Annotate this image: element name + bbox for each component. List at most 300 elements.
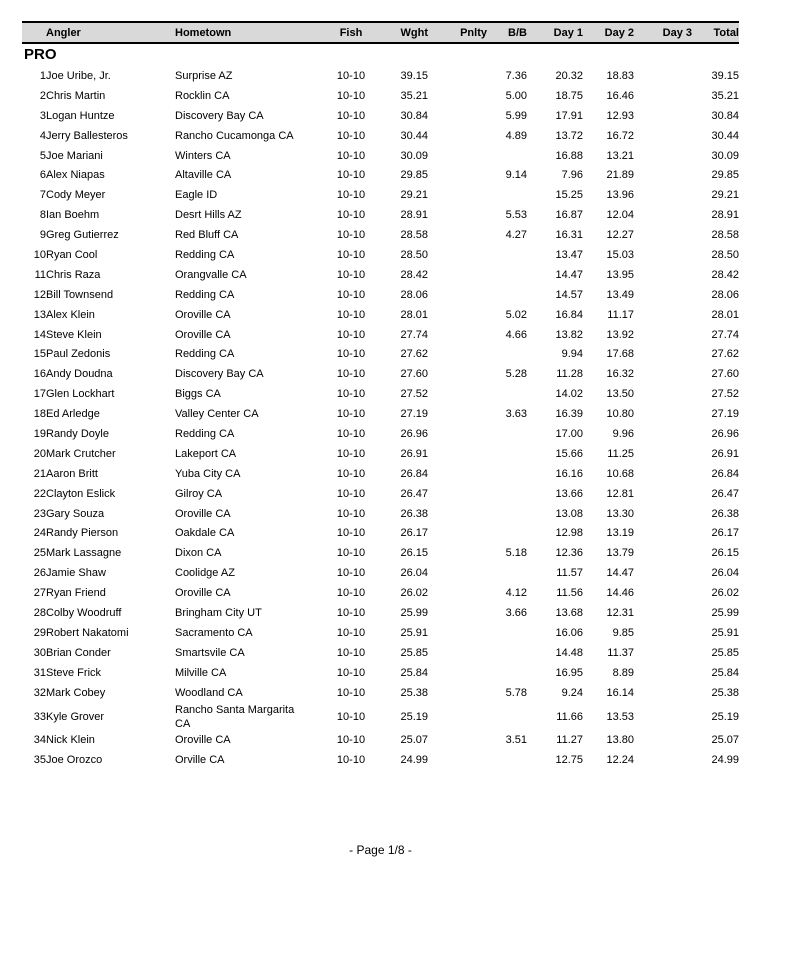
bb-cell: [487, 424, 527, 444]
angler-cell: Aaron Britt: [46, 467, 98, 480]
table-row: [22, 344, 739, 364]
rank-cell: 13: [33, 308, 46, 321]
day2-cell: 10.80: [606, 408, 634, 421]
wght-cell: 28.50: [400, 248, 428, 261]
total-cell: 30.84: [711, 109, 739, 122]
table-row: [22, 663, 739, 683]
fish-cell: 10-10: [336, 348, 366, 361]
hometown-text: Yuba City CA: [175, 467, 241, 480]
wght-cell: 25.85: [400, 646, 428, 659]
hometown-text: Altaville CA: [175, 169, 232, 182]
day2-cell: 13.53: [606, 710, 634, 723]
angler-cell: Ian Boehm: [46, 209, 100, 222]
wght-cell: 25.38: [400, 686, 428, 699]
angler-cell: Greg Gutierrez: [46, 229, 119, 242]
fish-cell: 10-10: [336, 308, 366, 321]
wght-cell: 26.04: [400, 567, 428, 580]
day3-cell: [634, 703, 692, 731]
total-cell: 30.09: [711, 149, 739, 162]
rank-cell: 8: [39, 209, 46, 222]
wght-cell: 27.74: [400, 328, 428, 341]
angler-cell: Andy Doudna: [46, 368, 113, 381]
rank-cell: 31: [33, 666, 46, 679]
day2-cell: 12.81: [606, 487, 634, 500]
rank-cell: 35: [33, 754, 46, 767]
hometown-text: Oroville CA: [175, 308, 231, 321]
total-cell: 25.99: [711, 606, 739, 619]
total-cell: 26.02: [711, 587, 739, 600]
day2-cell: 16.46: [606, 89, 634, 102]
table-row: [22, 683, 739, 703]
total-cell: 29.85: [711, 169, 739, 182]
bb-cell: 5.18: [505, 547, 527, 560]
bb-cell: [487, 444, 527, 464]
wght-cell: 28.42: [400, 268, 428, 281]
total-cell: 28.58: [711, 229, 739, 242]
day2-cell: 16.14: [606, 686, 634, 699]
hometown-text: Oakdale CA: [175, 527, 235, 540]
table-row: [22, 325, 739, 345]
wght-cell: 26.17: [400, 527, 428, 540]
angler-cell: Randy Pierson: [46, 527, 119, 540]
hometown-text: Discovery Bay CA: [175, 109, 264, 122]
rank-cell: 16: [33, 368, 46, 381]
column-header-pnlty: Pnlty: [428, 22, 487, 43]
bb-cell: [487, 750, 527, 770]
pnlty-cell: [428, 523, 487, 543]
column-header-day1: Day 1: [527, 22, 583, 43]
day3-cell: [634, 86, 692, 106]
fish-cell: 10-10: [336, 487, 366, 500]
wght-cell: 26.91: [400, 447, 428, 460]
bb-cell: 3.66: [505, 606, 527, 619]
rank-cell: 19: [33, 427, 46, 440]
hometown-text: Redding CA: [175, 288, 235, 301]
hometown-cell: [175, 703, 330, 731]
day1-cell: 12.36: [555, 547, 583, 560]
day1-cell: 7.96: [561, 169, 583, 182]
hometown-text: Smartsvile CA: [175, 646, 245, 659]
pnlty-cell: [428, 583, 487, 603]
angler-cell: Ed Arledge: [46, 408, 100, 421]
wght-cell: 26.47: [400, 487, 428, 500]
day3-cell: [634, 225, 692, 245]
total-cell: 26.17: [711, 527, 739, 540]
bb-cell: [487, 245, 527, 265]
pnlty-cell: [428, 146, 487, 166]
day3-cell: [634, 603, 692, 623]
hometown-cell: [175, 424, 330, 444]
table-row: [22, 66, 739, 86]
hometown-text: Orville CA: [175, 754, 225, 767]
hometown-cell: [175, 663, 330, 683]
angler-cell: Kyle Grover: [46, 710, 105, 723]
hometown-cell: [175, 146, 330, 166]
angler-cell: Mark Lassagne: [46, 547, 122, 560]
hometown-text: Oroville CA: [175, 328, 231, 341]
day3-cell: [634, 731, 692, 751]
day2-cell: 15.03: [606, 248, 634, 261]
hometown-cell: [175, 106, 330, 126]
pnlty-cell: [428, 444, 487, 464]
hometown-cell: [175, 245, 330, 265]
wght-cell: 39.15: [400, 69, 428, 82]
day3-cell: [634, 523, 692, 543]
pnlty-cell: [428, 285, 487, 305]
bb-cell: 4.66: [505, 328, 527, 341]
bb-cell: 4.27: [505, 229, 527, 242]
day3-cell: [634, 106, 692, 126]
table-row: [22, 126, 739, 146]
pnlty-cell: [428, 424, 487, 444]
hometown-cell: [175, 543, 330, 563]
rank-cell: 6: [39, 169, 46, 182]
angler-cell: Joe Orozco: [46, 754, 103, 767]
hometown-cell: [175, 185, 330, 205]
angler-cell: Randy Doyle: [46, 427, 109, 440]
day2-cell: 13.50: [606, 388, 634, 401]
day2-cell: 11.37: [607, 646, 634, 659]
day1-cell: 16.84: [555, 308, 583, 321]
wght-cell: 25.19: [400, 710, 428, 723]
fish-cell: 10-10: [336, 89, 366, 102]
bb-cell: 3.63: [505, 408, 527, 421]
day1-cell: 11.57: [556, 567, 583, 580]
column-header-rank: [22, 22, 46, 43]
day2-cell: 10.68: [606, 467, 634, 480]
day3-cell: [634, 265, 692, 285]
results-content: [22, 21, 740, 770]
wght-cell: 25.84: [400, 666, 428, 679]
column-header-wght: Wght: [372, 22, 428, 43]
pnlty-cell: [428, 683, 487, 703]
fish-cell: 10-10: [336, 447, 366, 460]
day2-cell: 13.30: [606, 507, 634, 520]
hometown-cell: [175, 344, 330, 364]
wght-cell: 26.38: [400, 507, 428, 520]
rank-cell: 29: [33, 626, 46, 639]
day1-cell: 16.88: [555, 149, 583, 162]
day2-cell: 12.24: [606, 754, 634, 767]
table-row: [22, 643, 739, 663]
table-row: [22, 245, 739, 265]
angler-cell: Ryan Cool: [46, 248, 98, 261]
bb-cell: [487, 623, 527, 643]
pnlty-cell: [428, 165, 487, 185]
table-row: [22, 165, 739, 185]
hometown-cell: [175, 504, 330, 524]
pnlty-cell: [428, 344, 487, 364]
day1-cell: 12.75: [555, 754, 583, 767]
wght-cell: 29.21: [400, 189, 428, 202]
hometown-text: Coolidge AZ: [175, 567, 235, 580]
day3-cell: [634, 384, 692, 404]
table-row: [22, 305, 739, 325]
hometown-text: Rancho Cucamonga CA: [175, 129, 294, 142]
day2-cell: 9.85: [612, 626, 634, 639]
table-row: [22, 384, 739, 404]
angler-cell: Ryan Friend: [46, 587, 106, 600]
wght-cell: 27.19: [400, 408, 428, 421]
table-row: [22, 504, 739, 524]
day2-cell: 17.68: [606, 348, 634, 361]
day3-cell: [634, 623, 692, 643]
day1-cell: 13.68: [555, 606, 583, 619]
table-row: [22, 106, 739, 126]
fish-cell: 10-10: [336, 248, 366, 261]
hometown-text: Oroville CA: [175, 507, 231, 520]
bb-cell: 3.51: [505, 734, 527, 747]
hometown-text: Redding CA: [175, 428, 235, 441]
day2-cell: 13.21: [606, 149, 634, 162]
day1-cell: 11.66: [556, 710, 583, 723]
pnlty-cell: [428, 731, 487, 751]
day1-cell: 16.39: [555, 408, 583, 421]
angler-cell: Robert Nakatomi: [46, 626, 129, 639]
fish-cell: 10-10: [336, 567, 366, 580]
day3-cell: [634, 663, 692, 683]
angler-cell: Bill Townsend: [46, 288, 114, 301]
day2-cell: 16.72: [606, 129, 634, 142]
pnlty-cell: [428, 623, 487, 643]
hometown-text: Eagle ID: [175, 189, 218, 202]
total-cell: 26.15: [711, 547, 739, 560]
bb-cell: [487, 344, 527, 364]
fish-cell: 10-10: [336, 666, 366, 679]
fish-cell: 10-10: [336, 507, 366, 520]
day2-cell: 11.25: [607, 447, 634, 460]
wght-cell: 29.85: [400, 169, 428, 182]
fish-cell: 10-10: [336, 268, 366, 281]
hometown-text: Gilroy CA: [175, 487, 223, 500]
hometown-cell: [175, 285, 330, 305]
wght-cell: 35.21: [400, 89, 428, 102]
angler-cell: Cody Meyer: [46, 189, 106, 202]
bb-cell: 5.28: [505, 368, 527, 381]
wght-cell: 30.84: [400, 109, 428, 122]
day3-cell: [634, 683, 692, 703]
rank-cell: 18: [33, 408, 46, 421]
bb-cell: [487, 384, 527, 404]
day2-cell: 13.19: [606, 527, 634, 540]
rank-cell: 14: [33, 328, 46, 341]
table-row: [22, 750, 739, 770]
day2-cell: 12.27: [606, 229, 634, 242]
day3-cell: [634, 404, 692, 424]
hometown-text: Redding CA: [175, 348, 235, 361]
fish-cell: 10-10: [336, 408, 366, 421]
angler-cell: Joe Uribe, Jr.: [46, 69, 111, 82]
bb-cell: 4.12: [505, 587, 527, 600]
wght-cell: 26.96: [400, 427, 428, 440]
angler-cell: Paul Zedonis: [46, 348, 111, 361]
total-cell: 27.62: [711, 348, 739, 361]
rank-cell: 30: [33, 646, 46, 659]
day2-cell: 12.31: [606, 606, 634, 619]
pnlty-cell: [428, 265, 487, 285]
total-cell: 26.96: [711, 427, 739, 440]
hometown-cell: [175, 205, 330, 225]
column-header-hometown: Hometown: [175, 22, 330, 43]
fish-cell: 10-10: [336, 710, 366, 723]
rank-cell: 1: [39, 69, 46, 82]
day1-cell: 15.25: [555, 189, 583, 202]
total-cell: 25.38: [711, 686, 739, 699]
wght-cell: 28.58: [400, 229, 428, 242]
angler-cell: Mark Crutcher: [46, 447, 116, 460]
wght-cell: 27.62: [400, 348, 428, 361]
total-cell: 28.06: [711, 288, 739, 301]
hometown-text: Biggs CA: [175, 388, 221, 401]
hometown-cell: [175, 305, 330, 325]
pnlty-cell: [428, 643, 487, 663]
fish-cell: 10-10: [336, 587, 366, 600]
total-cell: 27.19: [711, 408, 739, 421]
day3-cell: [634, 285, 692, 305]
total-cell: 26.84: [711, 467, 739, 480]
table-row: [22, 285, 739, 305]
total-cell: 26.38: [711, 507, 739, 520]
day1-cell: 13.66: [555, 487, 583, 500]
day3-cell: [634, 750, 692, 770]
day3-cell: [634, 583, 692, 603]
day1-cell: 14.57: [555, 288, 583, 301]
hometown-cell: [175, 484, 330, 504]
angler-cell: Jamie Shaw: [46, 567, 106, 580]
pnlty-cell: [428, 364, 487, 384]
pnlty-cell: [428, 663, 487, 683]
fish-cell: 10-10: [336, 129, 366, 142]
hometown-text: Winters CA: [175, 149, 231, 162]
hometown-cell: [175, 464, 330, 484]
table-row: [22, 424, 739, 444]
angler-cell: Mark Cobey: [46, 686, 106, 699]
hometown-text: Bringham City UT: [175, 607, 262, 620]
hometown-text: Discovery Bay CA: [175, 368, 264, 381]
table-row: [22, 364, 739, 384]
bb-cell: [487, 285, 527, 305]
rank-cell: 34: [33, 734, 46, 747]
hometown-cell: [175, 364, 330, 384]
bb-cell: 4.89: [505, 129, 527, 142]
angler-cell: Steve Klein: [46, 328, 102, 341]
fish-cell: 10-10: [336, 606, 366, 619]
bb-cell: [487, 464, 527, 484]
day1-cell: 12.98: [555, 527, 583, 540]
day1-cell: 11.56: [556, 587, 583, 600]
pnlty-cell: [428, 205, 487, 225]
bb-cell: [487, 146, 527, 166]
wght-cell: 26.84: [400, 467, 428, 480]
angler-cell: Chris Raza: [46, 268, 101, 281]
rank-cell: 23: [33, 507, 46, 520]
column-header-total: Total: [692, 22, 739, 43]
hometown-cell: [175, 583, 330, 603]
day2-cell: 12.04: [606, 209, 634, 222]
rank-cell: 33: [33, 710, 46, 723]
hometown-text: Rocklin CA: [175, 89, 230, 102]
rank-cell: 2: [39, 89, 46, 102]
total-cell: 27.74: [711, 328, 739, 341]
day1-cell: 11.27: [556, 734, 583, 747]
pnlty-cell: [428, 66, 487, 86]
table-row: [22, 563, 739, 583]
day3-cell: [634, 146, 692, 166]
day2-cell: 13.92: [606, 328, 634, 341]
bb-cell: 5.02: [505, 308, 527, 321]
day1-cell: 16.31: [555, 229, 583, 242]
pnlty-cell: [428, 543, 487, 563]
day3-cell: [634, 165, 692, 185]
table-row: [22, 464, 739, 484]
hometown-cell: [175, 384, 330, 404]
day2-cell: 11.17: [607, 308, 634, 321]
hometown-cell: [175, 86, 330, 106]
pnlty-cell: [428, 464, 487, 484]
hometown-text: Valley Center CA: [175, 408, 259, 421]
pnlty-cell: [428, 703, 487, 731]
day3-cell: [634, 185, 692, 205]
fish-cell: 10-10: [336, 189, 366, 202]
column-header-day2: Day 2: [583, 22, 634, 43]
day1-cell: 16.87: [555, 209, 583, 222]
angler-cell: Jerry Ballesteros: [46, 129, 128, 142]
fish-cell: 10-10: [336, 734, 366, 747]
hometown-cell: [175, 623, 330, 643]
fish-cell: 10-10: [336, 527, 366, 540]
table-row: [22, 404, 739, 424]
pnlty-cell: [428, 404, 487, 424]
total-cell: 25.85: [711, 646, 739, 659]
pnlty-cell: [428, 305, 487, 325]
day1-cell: 16.16: [555, 467, 583, 480]
total-cell: 24.99: [711, 754, 739, 767]
day1-cell: 9.24: [561, 686, 583, 699]
day3-cell: [634, 504, 692, 524]
rank-cell: 20: [33, 447, 46, 460]
rank-cell: 11: [34, 268, 46, 281]
pnlty-cell: [428, 126, 487, 146]
angler-cell: Joe Mariani: [46, 149, 103, 162]
wght-cell: 30.09: [400, 149, 428, 162]
day3-cell: [634, 305, 692, 325]
wght-cell: 28.01: [400, 308, 428, 321]
rank-cell: 15: [33, 348, 46, 361]
table-row: [22, 146, 739, 166]
wght-cell: 25.91: [400, 626, 428, 639]
rank-cell: 27: [33, 587, 46, 600]
table-row: [22, 185, 739, 205]
hometown-cell: [175, 683, 330, 703]
rank-cell: 3: [39, 109, 46, 122]
fish-cell: 10-10: [336, 109, 366, 122]
day1-cell: 11.28: [556, 368, 583, 381]
day3-cell: [634, 245, 692, 265]
angler-cell: Gary Souza: [46, 507, 105, 520]
day1-cell: 13.72: [555, 129, 583, 142]
hometown-text: Woodland CA: [175, 686, 243, 699]
bb-cell: [487, 504, 527, 524]
total-cell: 28.01: [711, 308, 739, 321]
hometown-text: Redding CA: [175, 249, 235, 261]
hometown-cell: [175, 643, 330, 663]
wght-cell: 25.07: [400, 734, 428, 747]
day1-cell: 13.82: [555, 328, 583, 341]
total-cell: 25.19: [711, 710, 739, 723]
day2-cell: 21.89: [606, 169, 634, 182]
day3-cell: [634, 325, 692, 345]
angler-cell: Glen Lockhart: [46, 388, 115, 401]
